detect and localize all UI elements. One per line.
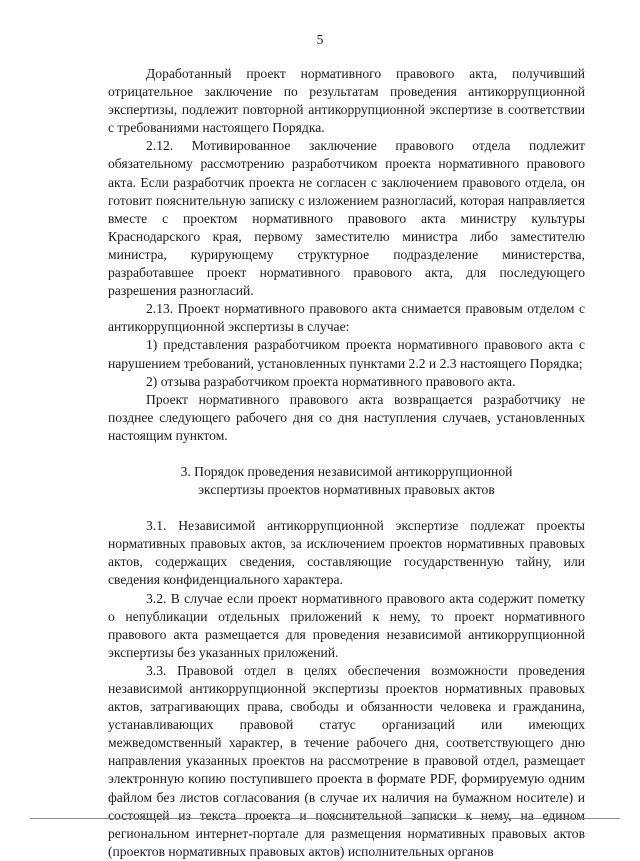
document-body xyxy=(108,65,585,861)
page-number: 5 xyxy=(316,32,324,47)
paragraph-3-3: 3.3. Правовой отдел в целях обеспечения возможности проведения независимой антикоррупционной экспертизы проектов нормативных правовых актов, затрагивающих права, свободы и обязанности человека и гражданина, устанавливающих правовой статус организаций или имеющих межведомственный характер, в течение рабочего дня, соответствующего дню направления указанных проектов на рассмотрение в правовой отдел, размещает электронную копию поступившего проекта в формате PDF, формируемую одним файлом без листов согласования (в случае их наличия на бумажном носителе) и состоящей из текста проекта и пояснительной записки к нему, на едином региональном интернет-портале для размещения нормативных правовых актов (проектов нормативных правовых актов) исполнительных органов xyxy=(108,662,585,859)
paragraph-3-1: 3.1. Независимой антикоррупционной экспертизе подлежат проекты нормативных правовых актов, за исключением проектов нормативных правовых актов, содержащих сведения, составляющие государственную тайну, или сведения конфиденциального характера. xyxy=(108,518,585,588)
list-item-2: 2) отзыва разработчиком проекта нормативного правового акта. xyxy=(146,373,516,389)
page-bottom-rule xyxy=(30,818,620,819)
section-heading-line-2: экспертизы проектов нормативных правовых актов xyxy=(198,482,495,498)
paragraph-2-13: 2.13. Проект нормативного правового акта снимается правовым отделом с антикоррупционной экспертизы в случае: xyxy=(108,301,585,335)
paragraph-return-draft: Проект нормативного правового акта возвращается разработчику не позднее следующего рабочего дня со дня наступления случаев, установленных настоящим пунктом. xyxy=(108,391,585,443)
paragraph-revised-draft: Доработанный проект нормативного правового акта, получивший отрицательное заключение по результатам проведения антикоррупционной экспертизы, подлежит повторной антикоррупционной экспертизе в соответствии с требованиями настоящего Порядка. xyxy=(108,66,585,136)
paragraph-3-2: 3.2. В случае если проект нормативного правового акта содержит пометку о непубликации отдельных приложений к нему, то проект нормативного правового акта размещается для проведения независимой антикоррупционной экспертизы без указанных приложений. xyxy=(108,590,585,660)
section-heading-3 xyxy=(108,463,585,499)
paragraph-2-12: 2.12. Мотивированное заключение правового отдела подлежит обязательному рассмотрению разработчиком проекта нормативного правового акта. Если разработчик проекта не согласен с заключением правового отдела, он готовит пояснительную записку с изложением разногласий, которая направляется вместе с проектом нормативного правового акта министру культуры Краснодарского края, первому заместителю министра либо заместителю министра, курирующему структурное подразделение министерства, разработавшее проект нормативного правового акта, для последующего разрешения разногласий. xyxy=(108,138,585,299)
list-item-1: 1) представления разработчиком проекта нормативного правового акта с нарушением требований, установленных пунктами 2.2 и 2.3 настоящего Порядка; xyxy=(108,337,585,371)
section-heading-line-1: 3. Порядок проведения независимой антикоррупционной xyxy=(180,463,513,479)
